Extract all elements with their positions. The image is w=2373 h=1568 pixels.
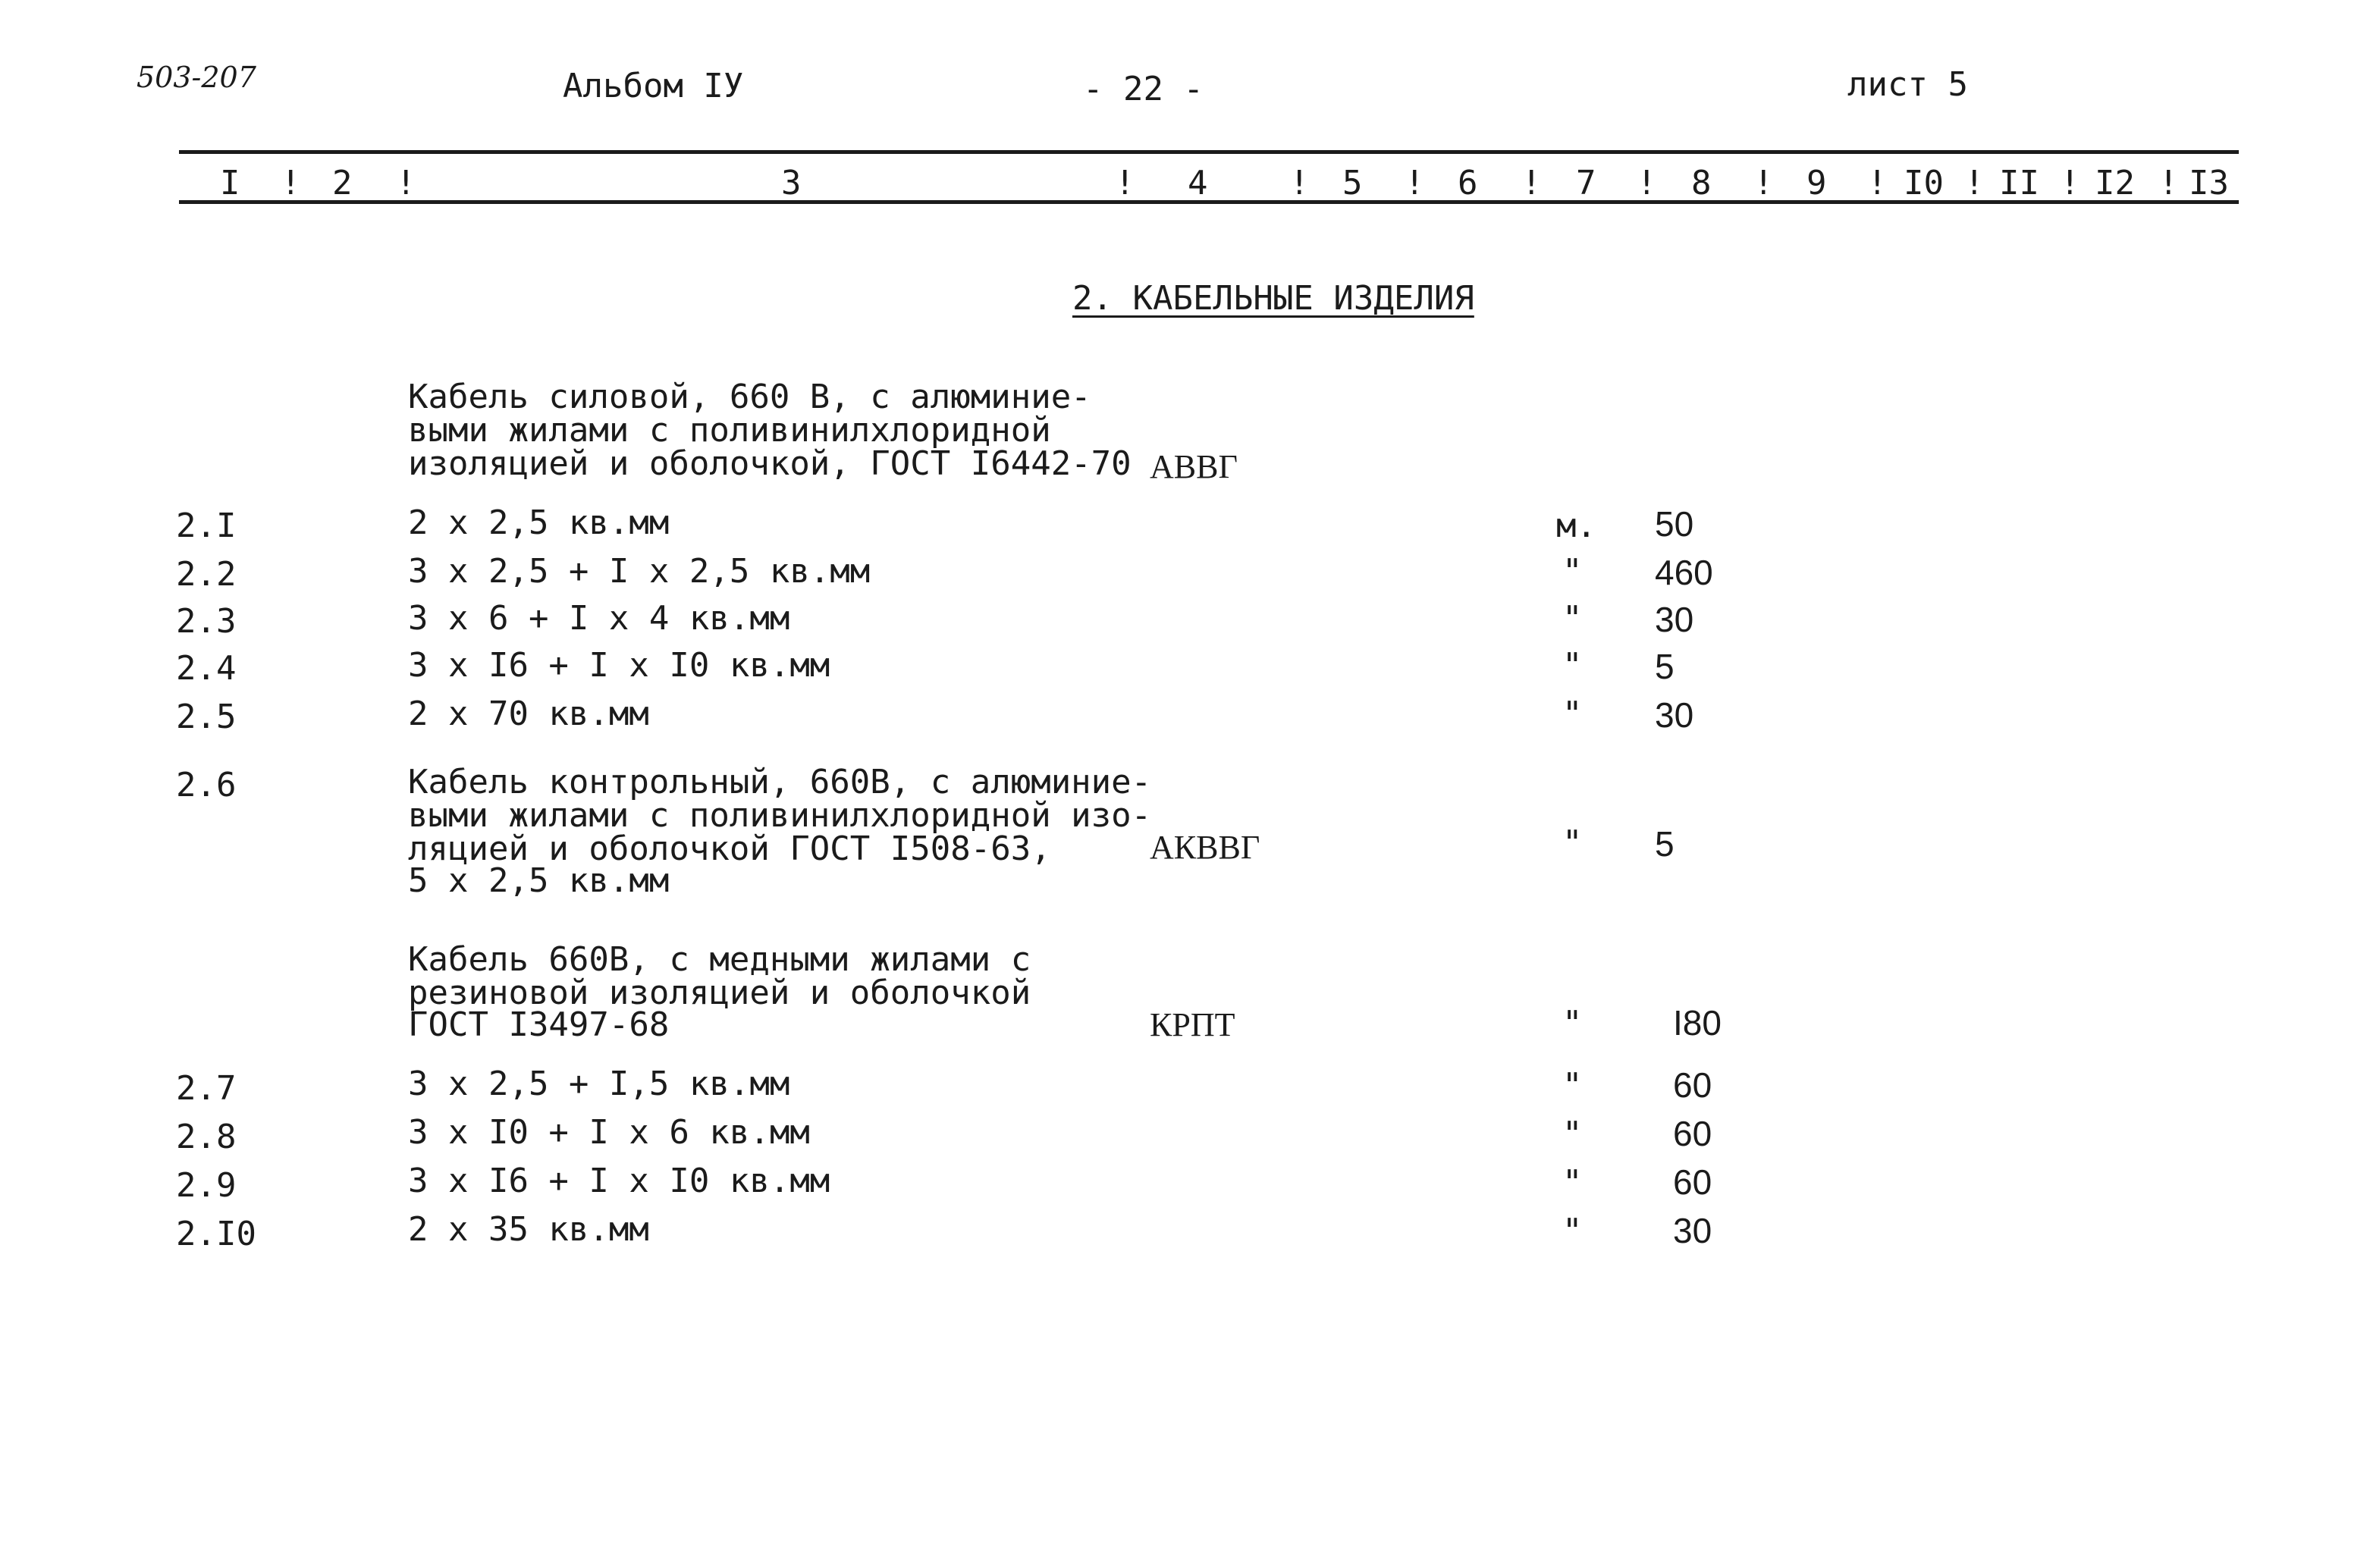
description-line: выми жилами с поливинилхлоридной xyxy=(408,411,1051,450)
cable-grade: АВВГ xyxy=(1150,448,1238,485)
column-number: 4 xyxy=(1188,164,1208,202)
row-spec: 3 x I6 + I x I0 кв.мм xyxy=(408,646,830,685)
column-separator: ! xyxy=(2158,164,2179,202)
row-unit: " xyxy=(1562,1163,1583,1202)
row-number: 2.I xyxy=(176,506,237,545)
column-number: I3 xyxy=(2189,164,2229,202)
description-line: выми жилами с поливинилхлоридной изо- xyxy=(408,796,1152,835)
column-number: I xyxy=(220,164,240,202)
column-number: I2 xyxy=(2095,164,2135,202)
row-unit: " xyxy=(1562,823,1583,862)
page-number: - 22 - xyxy=(1083,70,1204,108)
column-number: 2 xyxy=(332,164,353,202)
column-separator: ! xyxy=(1964,164,1985,202)
column-number: 8 xyxy=(1691,164,1712,202)
section-title: 2. КАБЕЛЬНЫЕ ИЗДЕЛИЯ xyxy=(1072,279,1474,318)
row-quantity: 5 xyxy=(1655,647,1675,686)
row-number: 2.7 xyxy=(176,1069,237,1108)
row-unit: " xyxy=(1562,695,1583,733)
column-number: 7 xyxy=(1576,164,1596,202)
column-separator: ! xyxy=(1521,164,1542,202)
row-quantity: I80 xyxy=(1673,1003,1722,1043)
row-number: 2.8 xyxy=(176,1118,237,1156)
sheet-label: лист 5 xyxy=(1847,65,1968,104)
row-number: 2.4 xyxy=(176,649,237,688)
row-quantity: 60 xyxy=(1673,1114,1712,1153)
column-separator: ! xyxy=(1115,164,1135,202)
description-line: Кабель контрольный, 660В, с алюминие- xyxy=(408,763,1152,801)
column-separator: ! xyxy=(396,164,416,202)
row-number: 2.2 xyxy=(176,555,237,594)
description-line: Кабель 660В, с медными жилами с xyxy=(408,940,1031,979)
row-quantity: 50 xyxy=(1655,504,1694,544)
row-quantity: 60 xyxy=(1673,1162,1712,1202)
row-spec: 2 x 70 кв.мм xyxy=(408,695,649,733)
row-spec: 3 x 6 + I x 4 кв.мм xyxy=(408,599,790,638)
row-unit: " xyxy=(1562,1115,1583,1153)
row-number: 2.9 xyxy=(176,1166,237,1205)
column-number: I0 xyxy=(1904,164,1944,202)
row-spec: 3 x 2,5 + I x 2,5 кв.мм xyxy=(408,552,871,591)
column-separator: ! xyxy=(281,164,301,202)
row-spec: 2 x 35 кв.мм xyxy=(408,1210,649,1249)
column-separator: ! xyxy=(1289,164,1310,202)
header-top-rule xyxy=(179,150,2239,154)
description-line: ляцией и оболочкой ГОСТ I508-63, xyxy=(408,829,1051,868)
description-line: ГОСТ I3497-68 xyxy=(408,1005,670,1044)
row-quantity: 460 xyxy=(1655,553,1713,592)
column-number: 9 xyxy=(1806,164,1827,202)
column-separator: ! xyxy=(1637,164,1657,202)
row-spec: 2 x 2,5 кв.мм xyxy=(408,503,670,542)
row-number: 2.5 xyxy=(176,698,237,736)
column-separator: ! xyxy=(1753,164,1774,202)
row-unit: " xyxy=(1562,1066,1583,1105)
row-unit: " xyxy=(1562,552,1583,591)
column-number: 5 xyxy=(1342,164,1363,202)
album-label: Альбом IУ xyxy=(563,67,744,105)
row-spec: 3 x 2,5 + I,5 кв.мм xyxy=(408,1065,790,1103)
row-spec: 3 x I6 + I x I0 кв.мм xyxy=(408,1162,830,1200)
row-quantity: 60 xyxy=(1673,1065,1712,1105)
row-quantity: 30 xyxy=(1655,695,1694,735)
cable-grade: АКВВГ xyxy=(1150,829,1260,866)
row-number: 2.6 xyxy=(176,766,237,804)
column-separator: ! xyxy=(1405,164,1425,202)
row-quantity: 30 xyxy=(1655,600,1694,639)
row-number: 2.I0 xyxy=(176,1215,256,1253)
description-line: Кабель силовой, 660 В, с алюминие- xyxy=(408,378,1091,416)
row-quantity: 5 xyxy=(1655,824,1675,864)
row-unit: " xyxy=(1562,1212,1583,1250)
row-unit: " xyxy=(1562,599,1583,638)
row-number: 2.3 xyxy=(176,602,237,641)
row-unit: м. xyxy=(1556,506,1596,545)
row-unit: " xyxy=(1562,1004,1583,1043)
description-line: резиновой изоляцией и оболочкой xyxy=(408,974,1031,1012)
column-separator: ! xyxy=(1867,164,1888,202)
document-code: 503-207 xyxy=(137,61,256,94)
column-separator: ! xyxy=(2060,164,2080,202)
cable-grade: КРПТ xyxy=(1150,1006,1235,1043)
column-number: 6 xyxy=(1458,164,1478,202)
column-number: II xyxy=(1999,164,2039,202)
column-number: 3 xyxy=(781,164,802,202)
row-spec: 3 x I0 + I x 6 кв.мм xyxy=(408,1113,810,1152)
description-line: 5 x 2,5 кв.мм xyxy=(408,861,670,900)
description-line: изоляцией и оболочкой, ГОСТ I6442-70 xyxy=(408,444,1132,483)
row-unit: " xyxy=(1562,646,1583,685)
row-quantity: 30 xyxy=(1673,1211,1712,1250)
